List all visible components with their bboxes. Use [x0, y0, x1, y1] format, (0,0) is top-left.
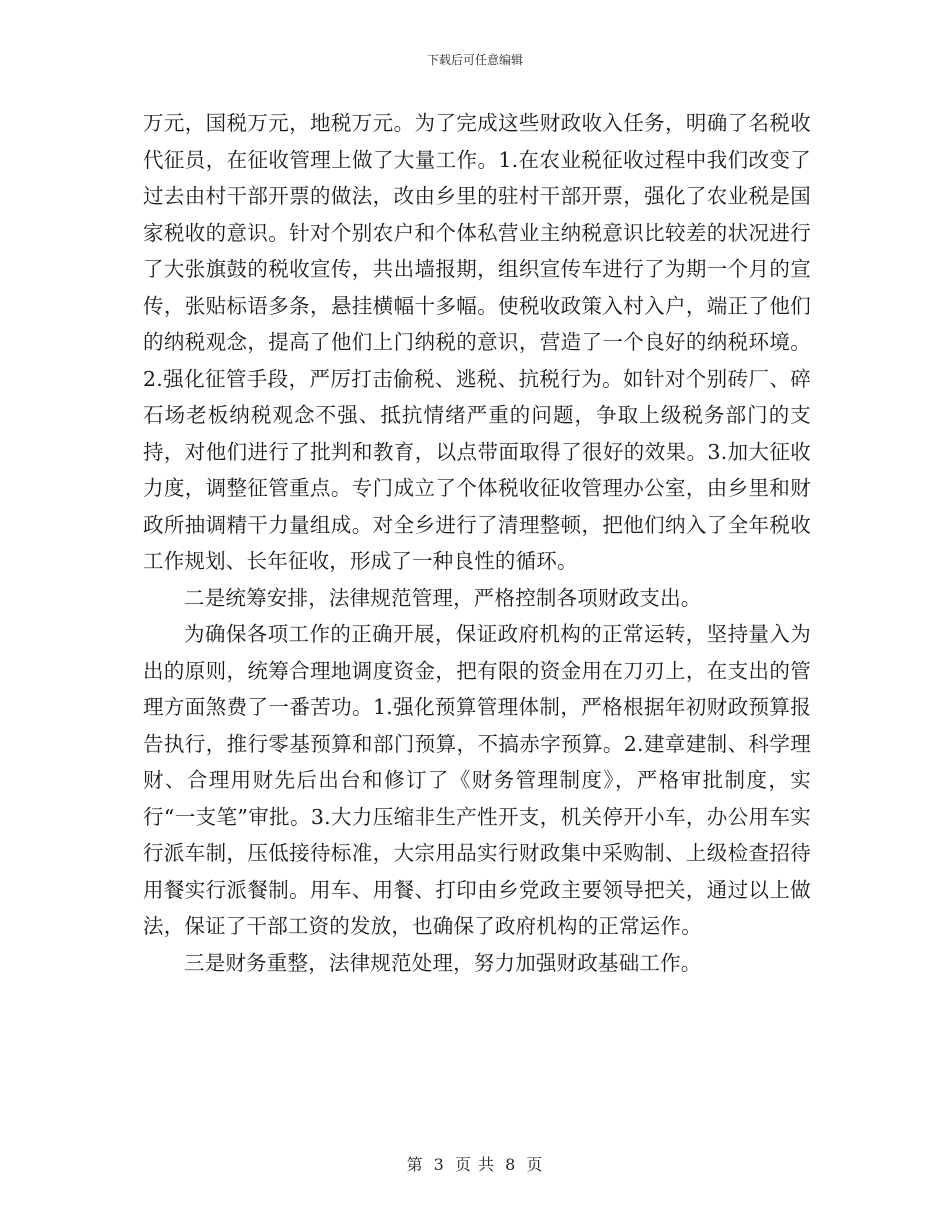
footer-suffix: 页 — [526, 1155, 544, 1174]
document-body — [143, 105, 811, 981]
footer-prefix: 第 — [406, 1155, 424, 1174]
page-footer — [0, 1155, 950, 1175]
paragraph-3: 为确保各项工作的正确开展，保证政府机构的正常运转，坚持量入为出的原则，统筹合理地调度资金，把有限的资金用在刀刃上，在支出的管理方面煞费了一番苦功。1.强化预算管理体制，严格根据年初财政预算报告执行，推行零基预算和部门预算，不搞赤字预算。2.建章建制、科学理财、合理用财先后出台和修订了《财务管理制度》，严格审批制度，实行“一支笔”审批。3.大力压缩非生产性开支，机关停开小车，办公用车实行派车制，压低接待标准，大宗用品实行财政集中采购制、上级检查招待用餐实行派餐制。用车、用餐、打印由乡党政主要领导把关，通过以上做法，保证了干部工资的发放，也确保了政府机构的正常运作。 — [143, 622, 811, 938]
paragraph-4: 三是财务重整，法律规范处理，努力加强财政基础工作。 — [184, 950, 702, 975]
paragraph-2: 二是统筹安排，法律规范管理，严格控制各项财政支出。 — [184, 585, 702, 610]
footer-current-page: 3 — [433, 1155, 445, 1174]
page-header — [0, 52, 950, 68]
footer-total-pages: 8 — [505, 1155, 517, 1174]
paragraph-1: 万元，国税万元，地税万元。为了完成这些财政收入任务，明确了名税收代征员，在征收管理上做了大量工作。1.在农业税征收过程中我们改变了过去由村干部开票的做法，改由乡里的驻村干部开票，强化了农业税是国家税收的意识。针对个别农户和个体私营业主纳税意识比较差的状况进行了大张旗鼓的税收宣传，共出墙报期，组织宣传车进行了为期一个月的宣传，张贴标语多条，悬挂横幅十多幅。使税收政策入村入户，端正了他们的纳税观念，提高了他们上门纳税的意识，营造了一个良好的纳税环境。2.强化征管手段，严厉打击偷税、逃税、抗税行为。如针对个别砖厂、碎石场老板纳税观念不强、抵抗情绪严重的问题，争取上级税务部门的支持，对他们进行了批判和教育，以点带面取得了很好的效果。3.加大征收力度，调整征管重点。专门成立了个体税收征收管理办公室，由乡里和财政所抽调精干力量组成。对全乡进行了清理整顿，把他们纳入了全年税收工作规划、长年征收，形成了一种良性的循环。 — [143, 111, 811, 573]
footer-middle: 页 共 — [454, 1155, 496, 1174]
header-text: 下载后可任意编辑 — [426, 53, 523, 67]
